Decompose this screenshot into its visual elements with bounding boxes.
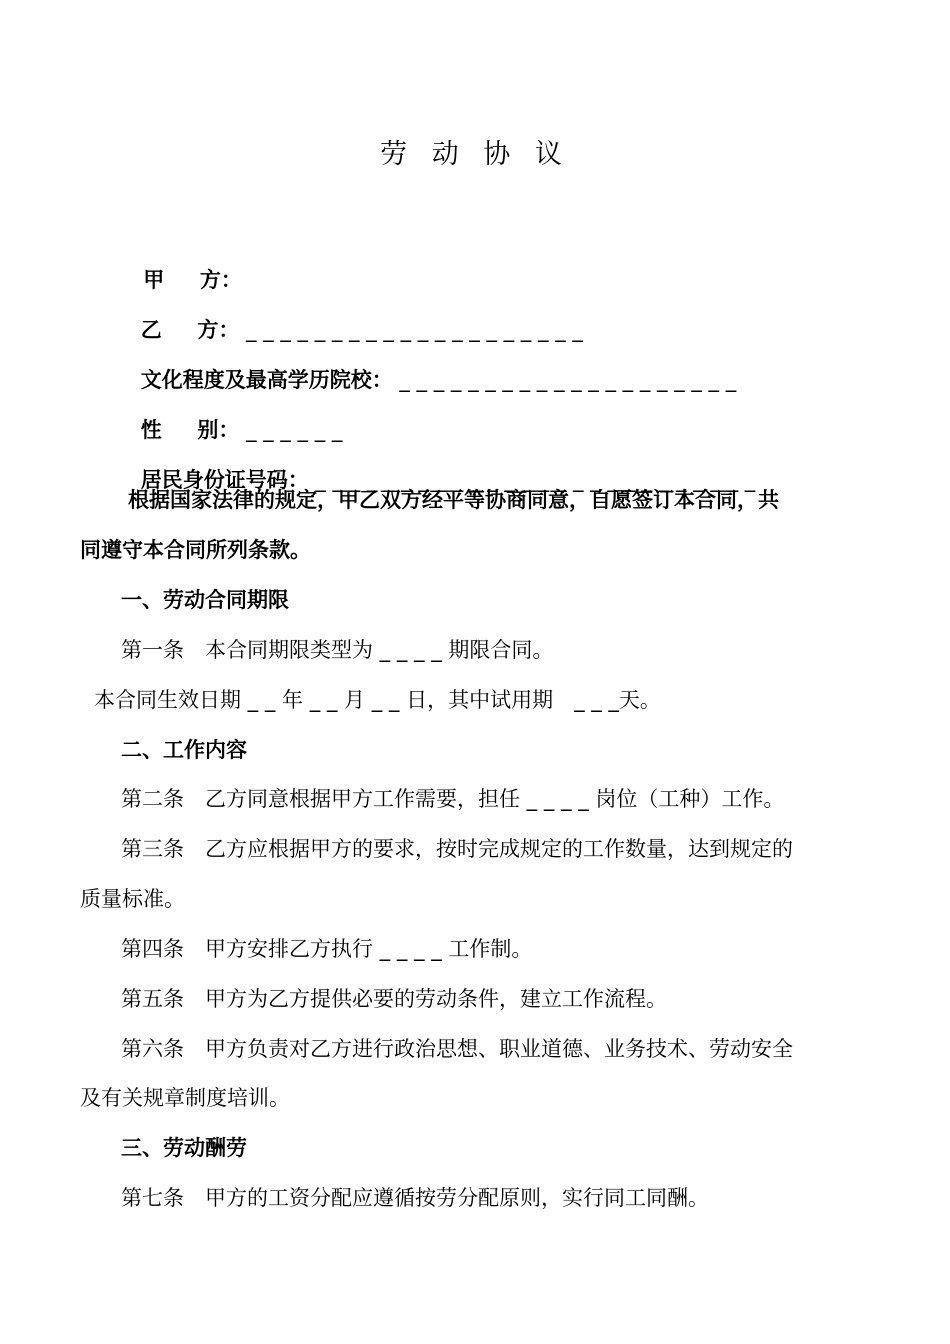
field-label: 乙 方： [140,318,240,342]
field-label: 性 别： [140,418,240,442]
article-7: 第七条 甲方的工资分配应遵循按劳分配原则，实行同工同酬。 [121,1186,709,1210]
field-label: 甲 方： [143,268,242,292]
document-title: 劳 动 协 议 [380,139,570,170]
article-6-line-1: 第六条 甲方负责对乙方进行政治思想、职业道德、业务技术、劳动安全 [121,1037,793,1061]
field-blank: _ _ _ _ _ _ _ _ _ _ _ _ _ _ _ _ _ _ _ _ [239,318,583,342]
article-6-line-2: 及有关规章制度培训。 [80,1086,290,1110]
article-4: 第四条 甲方安排乙方执行 _ _ _ _ 工作制。 [121,937,533,961]
section-heading-1: 一、劳动合同期限 [121,588,289,612]
article-3-line-1: 第三条 乙方应根据甲方的要求，按时完成规定的工作数量，达到规定的 [121,837,793,861]
section-heading-3: 三、劳动酬劳 [121,1136,247,1160]
preamble-line-1: 根据国家法律的规定，甲乙双方经平等协商同意，自愿签订本合同，共 [128,488,779,512]
field-blank: _ _ _ _ _ _ _ _ _ _ _ _ _ _ _ _ _ _ _ _ [392,368,737,392]
article-5: 第五条 甲方为乙方提供必要的劳动条件，建立工作流程。 [121,987,667,1011]
article-3-line-2: 质量标准。 [80,887,185,911]
preamble-line-2: 同遵守本合同所列条款。 [80,538,311,562]
field-label: 居民身份证号码： [140,468,309,492]
field-blank: _ _ _ _ _ _ _ _ _ _ _ _ _ _ _ _ _ _ _ _ _ _ _ _ _ _ [308,468,756,492]
article-1: 第一条 本合同期限类型为 _ _ _ _ 期限合同。 [121,638,554,662]
field-label: 文化程度及最高学历院校： [140,368,393,392]
article-2: 第二条 乙方同意根据甲方工作需要，担任 _ _ _ _ 岗位（工种）工作。 [121,787,785,811]
section-heading-2: 二、工作内容 [121,738,247,762]
field-blank: _ _ _ _ _ _ [239,418,343,442]
article-1-dates: 本合同生效日期 _ _ 年 _ _ 月 _ _ 日，其中试用期 _ _ _天。 [94,688,661,712]
